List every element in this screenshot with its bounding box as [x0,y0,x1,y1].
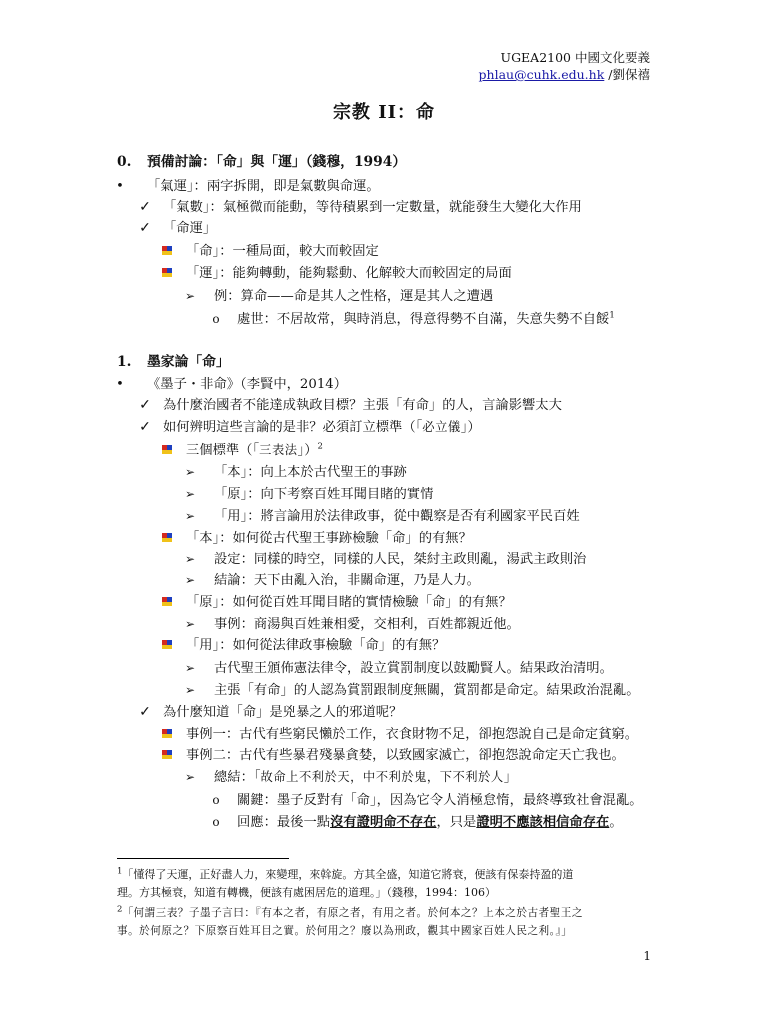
diamond-bullet-icon [160,241,174,262]
list-item-text: 設定：同樣的時空，同樣的人民，桀紂主政則亂，湯武主政則治 [214,552,587,567]
hollow-circle-bullet-icon: o [212,793,220,807]
diamond-bullet-icon [160,263,174,284]
diamond-bullet-icon [160,745,174,766]
page-number: 1 [643,949,651,963]
check-mark-icon: ✓ [139,220,151,236]
check-mark-icon: ✓ [139,397,151,413]
arrowhead-bullet-icon: ➢ [184,617,196,631]
section-title: 墨家論「命」 [147,354,230,370]
arrowhead-bullet-icon: ➢ [184,509,196,523]
arrowhead-bullet-icon: ➢ [184,465,196,479]
list-item-text: 為什麼知道「命」是兇暴之人的邪道呢？ [163,705,403,720]
list-item-text: 如何辨明這些言論的是非？必須訂立標準（「必立儀」） [163,420,481,435]
list-item-text: 古代聖王頒佈憲法律令，設立賞罰制度以鼓勵賢人。結果政治清明。 [214,661,613,676]
diamond-bullet-icon [160,440,174,461]
list-item-text: 「氣運」：兩字拆開，即是氣數與命運。 [147,179,380,194]
footnote-2-line-2: 事。於何原之？下原察百姓耳目之實。於何用之？廢以為刑政，觀其中國家百姓人民之利。』」 [117,924,573,937]
check-mark-icon: ✓ [139,704,151,720]
author-name: /劉保禧 [608,67,650,82]
list-item-text: 事例二：古代有些暴君殘暴貪婪，以致國家滅亡，卻抱怨說命定天亡我也。 [186,748,625,763]
arrowhead-bullet-icon: ➢ [184,552,196,566]
list-item-text: 總結：「故命上不利於天，中不利於鬼，下不利於人」 [214,770,517,785]
diamond-bullet-icon [160,528,174,549]
footnote-divider [117,858,289,859]
list-item-text: 事例：商湯與百姓兼相愛，交相利，百姓都親近他。 [214,617,520,632]
email-link[interactable]: phlau@cuhk.edu.hk [478,67,605,82]
list-item-text: 回應：最後一點沒有證明命不存在，只是證明不應該相信命存在。 [237,815,623,830]
section-title: 預備討論：「命」與「運」（錢穆，1994） [147,154,407,170]
list-item-text: 主張「有命」的人認為賞罰跟制度無關，賞罰都是命定。結果政治混亂。 [214,683,640,698]
diamond-bullet-icon [160,635,174,656]
page-title: 宗教 II：命 [332,102,436,123]
list-item-text: 「原」：向下考察百姓耳聞目睹的實情 [214,487,434,502]
list-item-text: 「命運」 [163,221,217,236]
bullet-dot-icon: • [116,377,124,392]
footnote-2-line-1: $^2$「何謂三表？子墨子言曰：『有本之者，有原之者，有用之者。於何本之？上本之於古者聖王之 [117,904,583,919]
footnote-1-line-2: 理。方其極衰，知道有轉機，便該有處困居危的道理。」（錢穆，1994：106） [117,886,496,899]
check-mark-icon: ✓ [139,199,151,215]
list-item-text: 事例一：古代有些窮民懶於工作，衣食財物不足，卻抱怨說自己是命定貧窮。 [186,727,639,742]
list-item-text: 關鍵：墨子反對有「命」，因為它令人消極怠惰，最終導致社會混亂。 [237,793,643,808]
arrowhead-bullet-icon: ➢ [184,683,196,697]
list-item-text: 「運」：能夠轉動，能夠鬆動、化解較大而較固定的局面 [186,266,512,281]
bullet-dot-icon: • [116,179,124,194]
diamond-bullet-icon [160,724,174,745]
arrowhead-bullet-icon: ➢ [184,289,196,303]
list-item-text: 為什麼治國者不能達成執政目標？主張「有命」的人，言論影響太大 [163,398,562,413]
section-number: 1. [117,354,132,370]
course-header: UGEA2100 中國文化要義 [500,50,650,65]
list-item-text: 結論：天下由亂入治，非關命運，乃是人力。 [214,573,480,588]
list-item-text: 處世：不居故常，與時消息，得意得勢不自滿，失意失勢不自餒$^1$ [237,310,615,327]
list-item-text: 「本」：向上本於古代聖王的事跡 [214,465,407,480]
section-number: 0. [117,154,132,170]
list-item-text: 例：算命——命是其人之性格，運是其人之遭遇 [214,289,494,304]
arrowhead-bullet-icon: ➢ [184,661,196,675]
arrowhead-bullet-icon: ➢ [184,487,196,501]
footnote-ref[interactable]: 2 [317,441,323,452]
list-item-text: 「命」：一種局面，較大而較固定 [186,244,379,259]
list-item-text: 「原」：如何從百姓耳聞目睹的實情檢驗「命」的有無？ [186,595,512,610]
diamond-bullet-icon [160,592,174,613]
list-item-text: 「用」：如何從法律政事檢驗「命」的有無？ [186,638,446,653]
footnote-ref[interactable]: 1 [609,310,615,321]
arrowhead-bullet-icon: ➢ [184,573,196,587]
list-item-text: 《墨子・非命》（李賢中，2014） [147,377,348,392]
footnote-1-line-1: $^1$「懂得了天運，正好盡人力，來變理，來斡旋。方其全盛，知道它將衰，便該有保泰持盈的道 [117,866,574,881]
list-item-text: 三個標準（「三表法」）$^2$ [186,441,323,458]
list-item-text: 「氣數」：氣極微而能動，等待積累到一定數量，就能發生大變化大作用 [163,200,582,215]
author-header [479,67,650,83]
list-item-text: 「本」：如何從古代聖王事跡檢驗「命」的有無？ [186,531,472,546]
hollow-circle-bullet-icon: o [212,815,220,829]
list-item-text: 「用」：將言論用於法律政事，從中觀察是否有利國家平民百姓 [214,509,580,524]
check-mark-icon: ✓ [139,419,151,435]
hollow-circle-bullet-icon: o [212,312,220,326]
arrowhead-bullet-icon: ➢ [184,770,196,784]
